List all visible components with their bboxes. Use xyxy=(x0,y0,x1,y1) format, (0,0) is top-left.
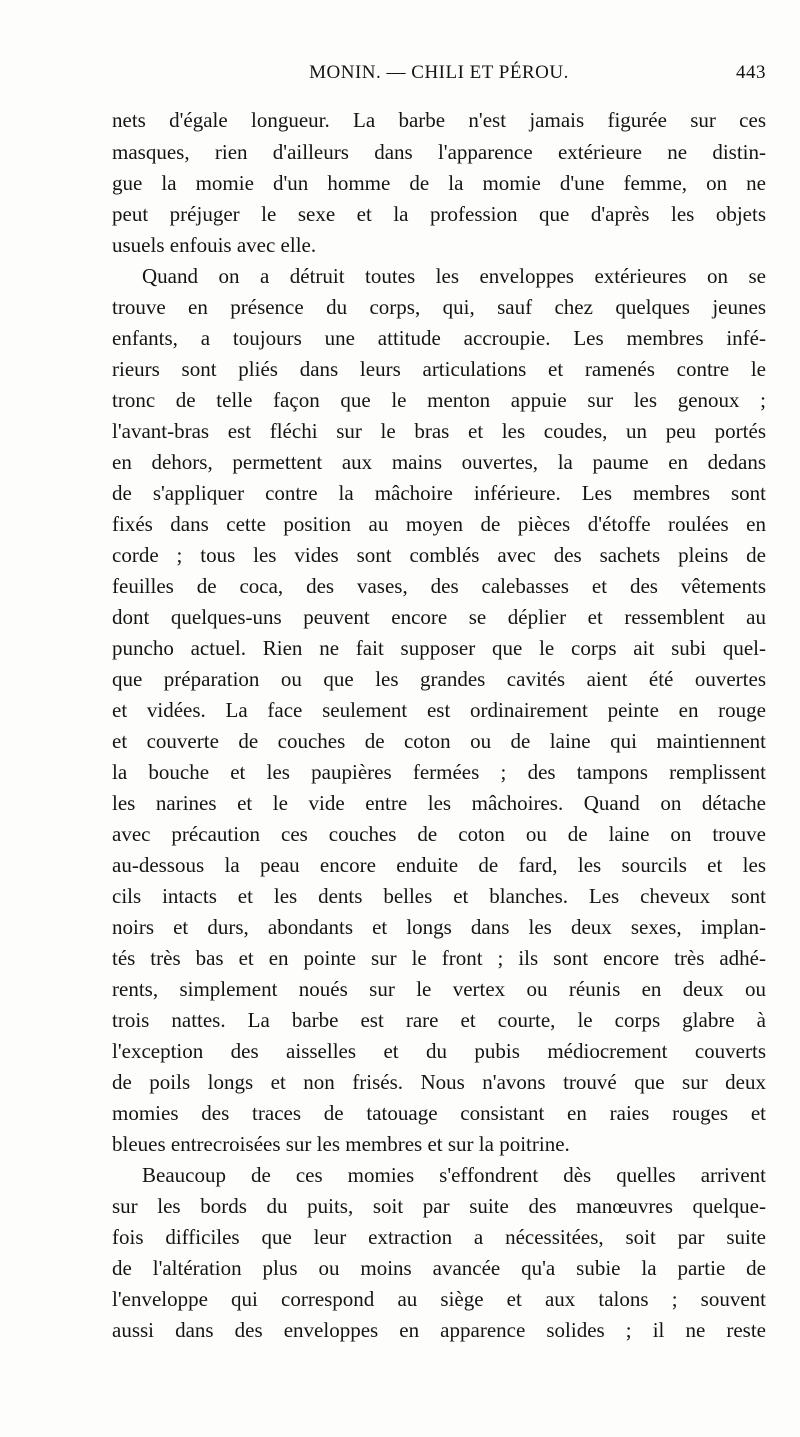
text-line: corde ; tous les vides sont comblés avec des sachets pleins de xyxy=(112,543,766,567)
text-line: nets d'égale longueur. La barbe n'est jamais figurée sur ces xyxy=(112,108,766,132)
running-title: MONIN. — CHILI ET PÉROU. xyxy=(309,62,569,83)
text-line: et vidées. La face seulement est ordinairement peinte en rouge xyxy=(112,698,766,722)
text-line: tronc de telle façon que le menton appuie sur les genoux ; xyxy=(112,388,766,412)
text-line: gue la momie d'un homme de la momie d'une femme, on ne xyxy=(112,171,766,195)
text-line: trouve en présence du corps, qui, sauf chez quelques jeunes xyxy=(112,295,766,319)
text-line: que préparation ou que les grandes cavités aient été ouvertes xyxy=(112,667,766,691)
text-line: la bouche et les paupières fermées ; des tampons remplissent xyxy=(112,760,766,784)
text-line: bleues entrecroisées sur les membres et sur la poitrine. xyxy=(112,1132,570,1156)
text-line: en dehors, permettent aux mains ouvertes, la paume en dedans xyxy=(112,450,766,474)
text-line: l'enveloppe qui correspond au siège et aux talons ; souvent xyxy=(112,1287,766,1311)
text-line: rents, simplement noués sur le vertex ou réunis en deux ou xyxy=(112,977,766,1001)
text-line: de l'altération plus ou moins avancée qu'a subie la partie de xyxy=(112,1256,766,1280)
text-line: au-dessous la peau encore enduite de fard, les sourcils et les xyxy=(112,853,766,877)
text-line: momies des traces de tatouage consistant en raies rouges et xyxy=(112,1101,766,1125)
text-line: tés très bas et en pointe sur le front ; ils sont encore très adhé- xyxy=(112,946,766,970)
text-line: et couverte de couches de coton ou de laine qui maintiennent xyxy=(112,729,766,753)
text-line: sur les bords du puits, soit par suite des manœuvres quelque- xyxy=(112,1194,766,1218)
text-line: de s'appliquer contre la mâchoire inférieure. Les membres sont xyxy=(112,481,766,505)
page-number: 443 xyxy=(736,62,766,83)
text-line: les narines et le vide entre les mâchoires. Quand on détache xyxy=(112,791,766,815)
text-line: l'avant-bras est fléchi sur le bras et les coudes, un peu portés xyxy=(112,419,766,443)
text-line: peut préjuger le sexe et la profession que d'après les objets xyxy=(112,202,766,226)
text-line: noirs et durs, abondants et longs dans les deux sexes, implan- xyxy=(112,915,766,939)
text-line: Beaucoup de ces momies s'effondrent dès quelles arrivent xyxy=(142,1163,766,1187)
page-header xyxy=(112,62,766,92)
text-line: usuels enfouis avec elle. xyxy=(112,233,317,257)
text-line: fois difficiles que leur extraction a nécessitées, soit par suite xyxy=(112,1225,766,1249)
text-line: puncho actuel. Rien ne fait supposer que le corps ait subi quel- xyxy=(112,636,766,660)
text-line: l'exception des aisselles et du pubis médiocrement couverts xyxy=(112,1039,766,1063)
text-line: avec précaution ces couches de coton ou de laine on trouve xyxy=(112,822,766,846)
text-line: dont quelques-uns peuvent encore se déplier et ressemblent au xyxy=(112,605,766,629)
text-line: masques, rien d'ailleurs dans l'apparence extérieure ne distin- xyxy=(112,140,766,164)
text-line: enfants, a toujours une attitude accroupie. Les membres infé- xyxy=(112,326,766,350)
text-line: aussi dans des enveloppes en apparence solides ; il ne reste xyxy=(112,1318,766,1342)
text-line: de poils longs et non frisés. Nous n'avons trouvé que sur deux xyxy=(112,1070,766,1094)
text-line: rieurs sont pliés dans leurs articulations et ramenés contre le xyxy=(112,357,766,381)
text-line: trois nattes. La barbe est rare et courte, le corps glabre à xyxy=(112,1008,766,1032)
text-line: Quand on a détruit toutes les enveloppes extérieures on se xyxy=(142,264,766,288)
text-line: feuilles de coca, des vases, des calebasses et des vêtements xyxy=(112,574,766,598)
text-line: cils intacts et les dents belles et blanches. Les cheveux sont xyxy=(112,884,766,908)
text-line: fixés dans cette position au moyen de pièces d'étoffe roulées en xyxy=(112,512,766,536)
